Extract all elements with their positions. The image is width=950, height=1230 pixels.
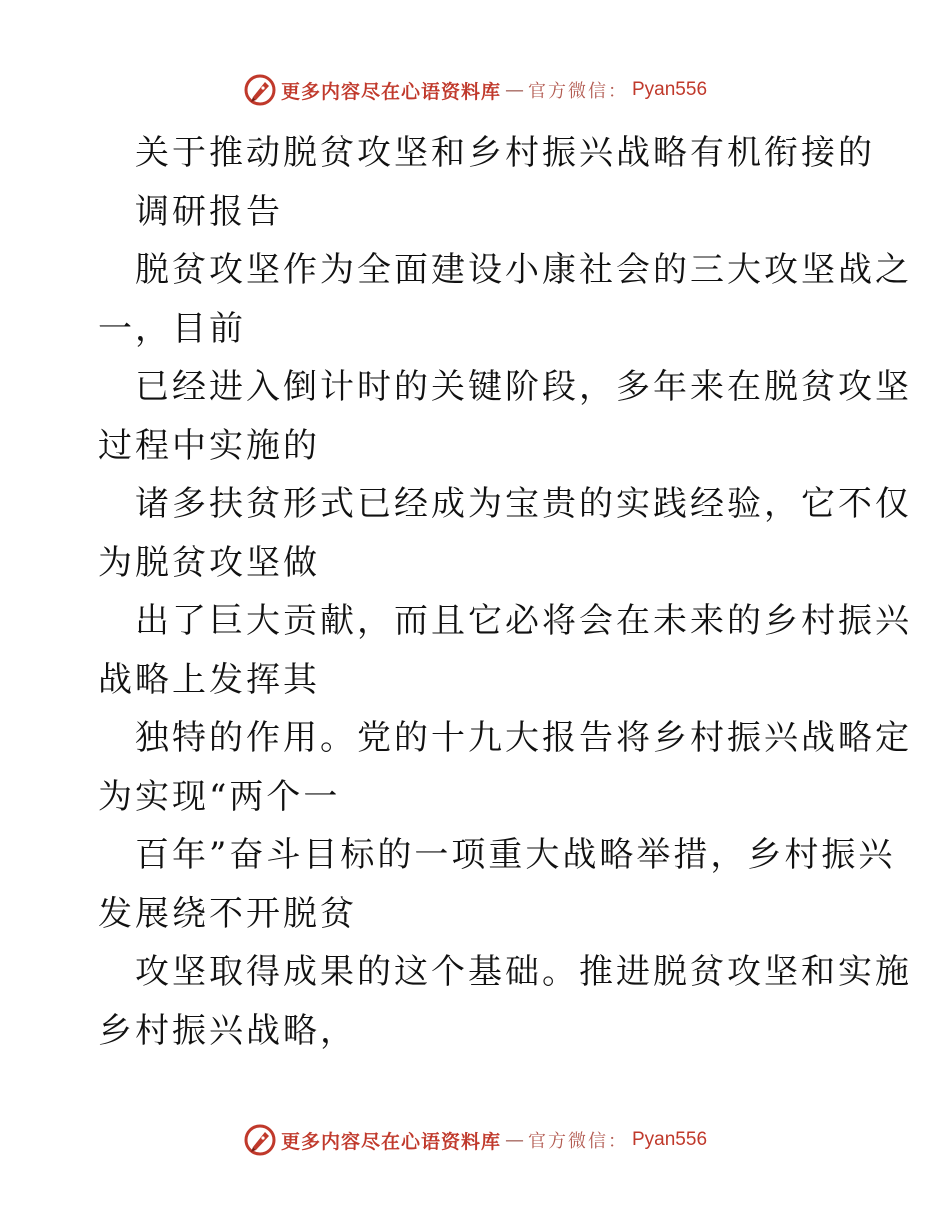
header-wechat-id: Pyan556	[632, 79, 708, 100]
text-line: 为实现“两个一	[98, 776, 341, 817]
text-line: 发展绕不开脱贫	[98, 893, 357, 934]
footer-banner	[0, 1120, 950, 1160]
footer-wechat-id: Pyan556	[632, 1129, 708, 1150]
text-line: 攻坚取得成果的这个基础。推进脱贫攻坚和实施	[135, 952, 912, 992]
document-body	[98, 124, 912, 1060]
pen-nib-logo-icon	[243, 1123, 277, 1157]
header-site-text: 更多内容尽在心语资料库	[280, 80, 501, 103]
text-line: 为脱贫攻坚做	[98, 542, 320, 583]
header-wechat-label: 官方微信：	[528, 81, 628, 102]
text-line: 关于推动脱贫攻坚和乡村振兴战略有机衔接的	[135, 133, 875, 173]
text-line: 脱贫攻坚作为全面建设小康社会的三大攻坚战之	[135, 250, 912, 290]
text-line: 过程中实施的	[98, 425, 320, 466]
text-line: 已经进入倒计时的关键阶段，多年来在脱贫攻坚	[135, 367, 912, 407]
text-line: 一，目前	[98, 308, 246, 349]
text-line: 诸多扶贫形式已经成为宝贵的实践经验，它不仅	[135, 484, 912, 524]
footer-site-text: 更多内容尽在心语资料库	[280, 1130, 501, 1153]
text-line: 战略上发挥其	[98, 659, 320, 700]
text-line: 出了巨大贡献，而且它必将会在未来的乡村振兴	[135, 601, 912, 641]
text-line: 调研报告	[135, 191, 283, 232]
header-dash: —	[505, 79, 524, 101]
header-banner	[0, 70, 950, 110]
footer-dash: —	[505, 1129, 524, 1151]
text-line: 乡村振兴战略，	[98, 1010, 357, 1051]
text-line: 百年”奋斗目标的一项重大战略举措，乡村振兴	[135, 835, 896, 875]
pen-nib-logo-icon	[243, 73, 277, 107]
text-line: 独特的作用。党的十九大报告将乡村振兴战略定	[135, 718, 912, 758]
footer-wechat-label: 官方微信：	[528, 1131, 628, 1152]
